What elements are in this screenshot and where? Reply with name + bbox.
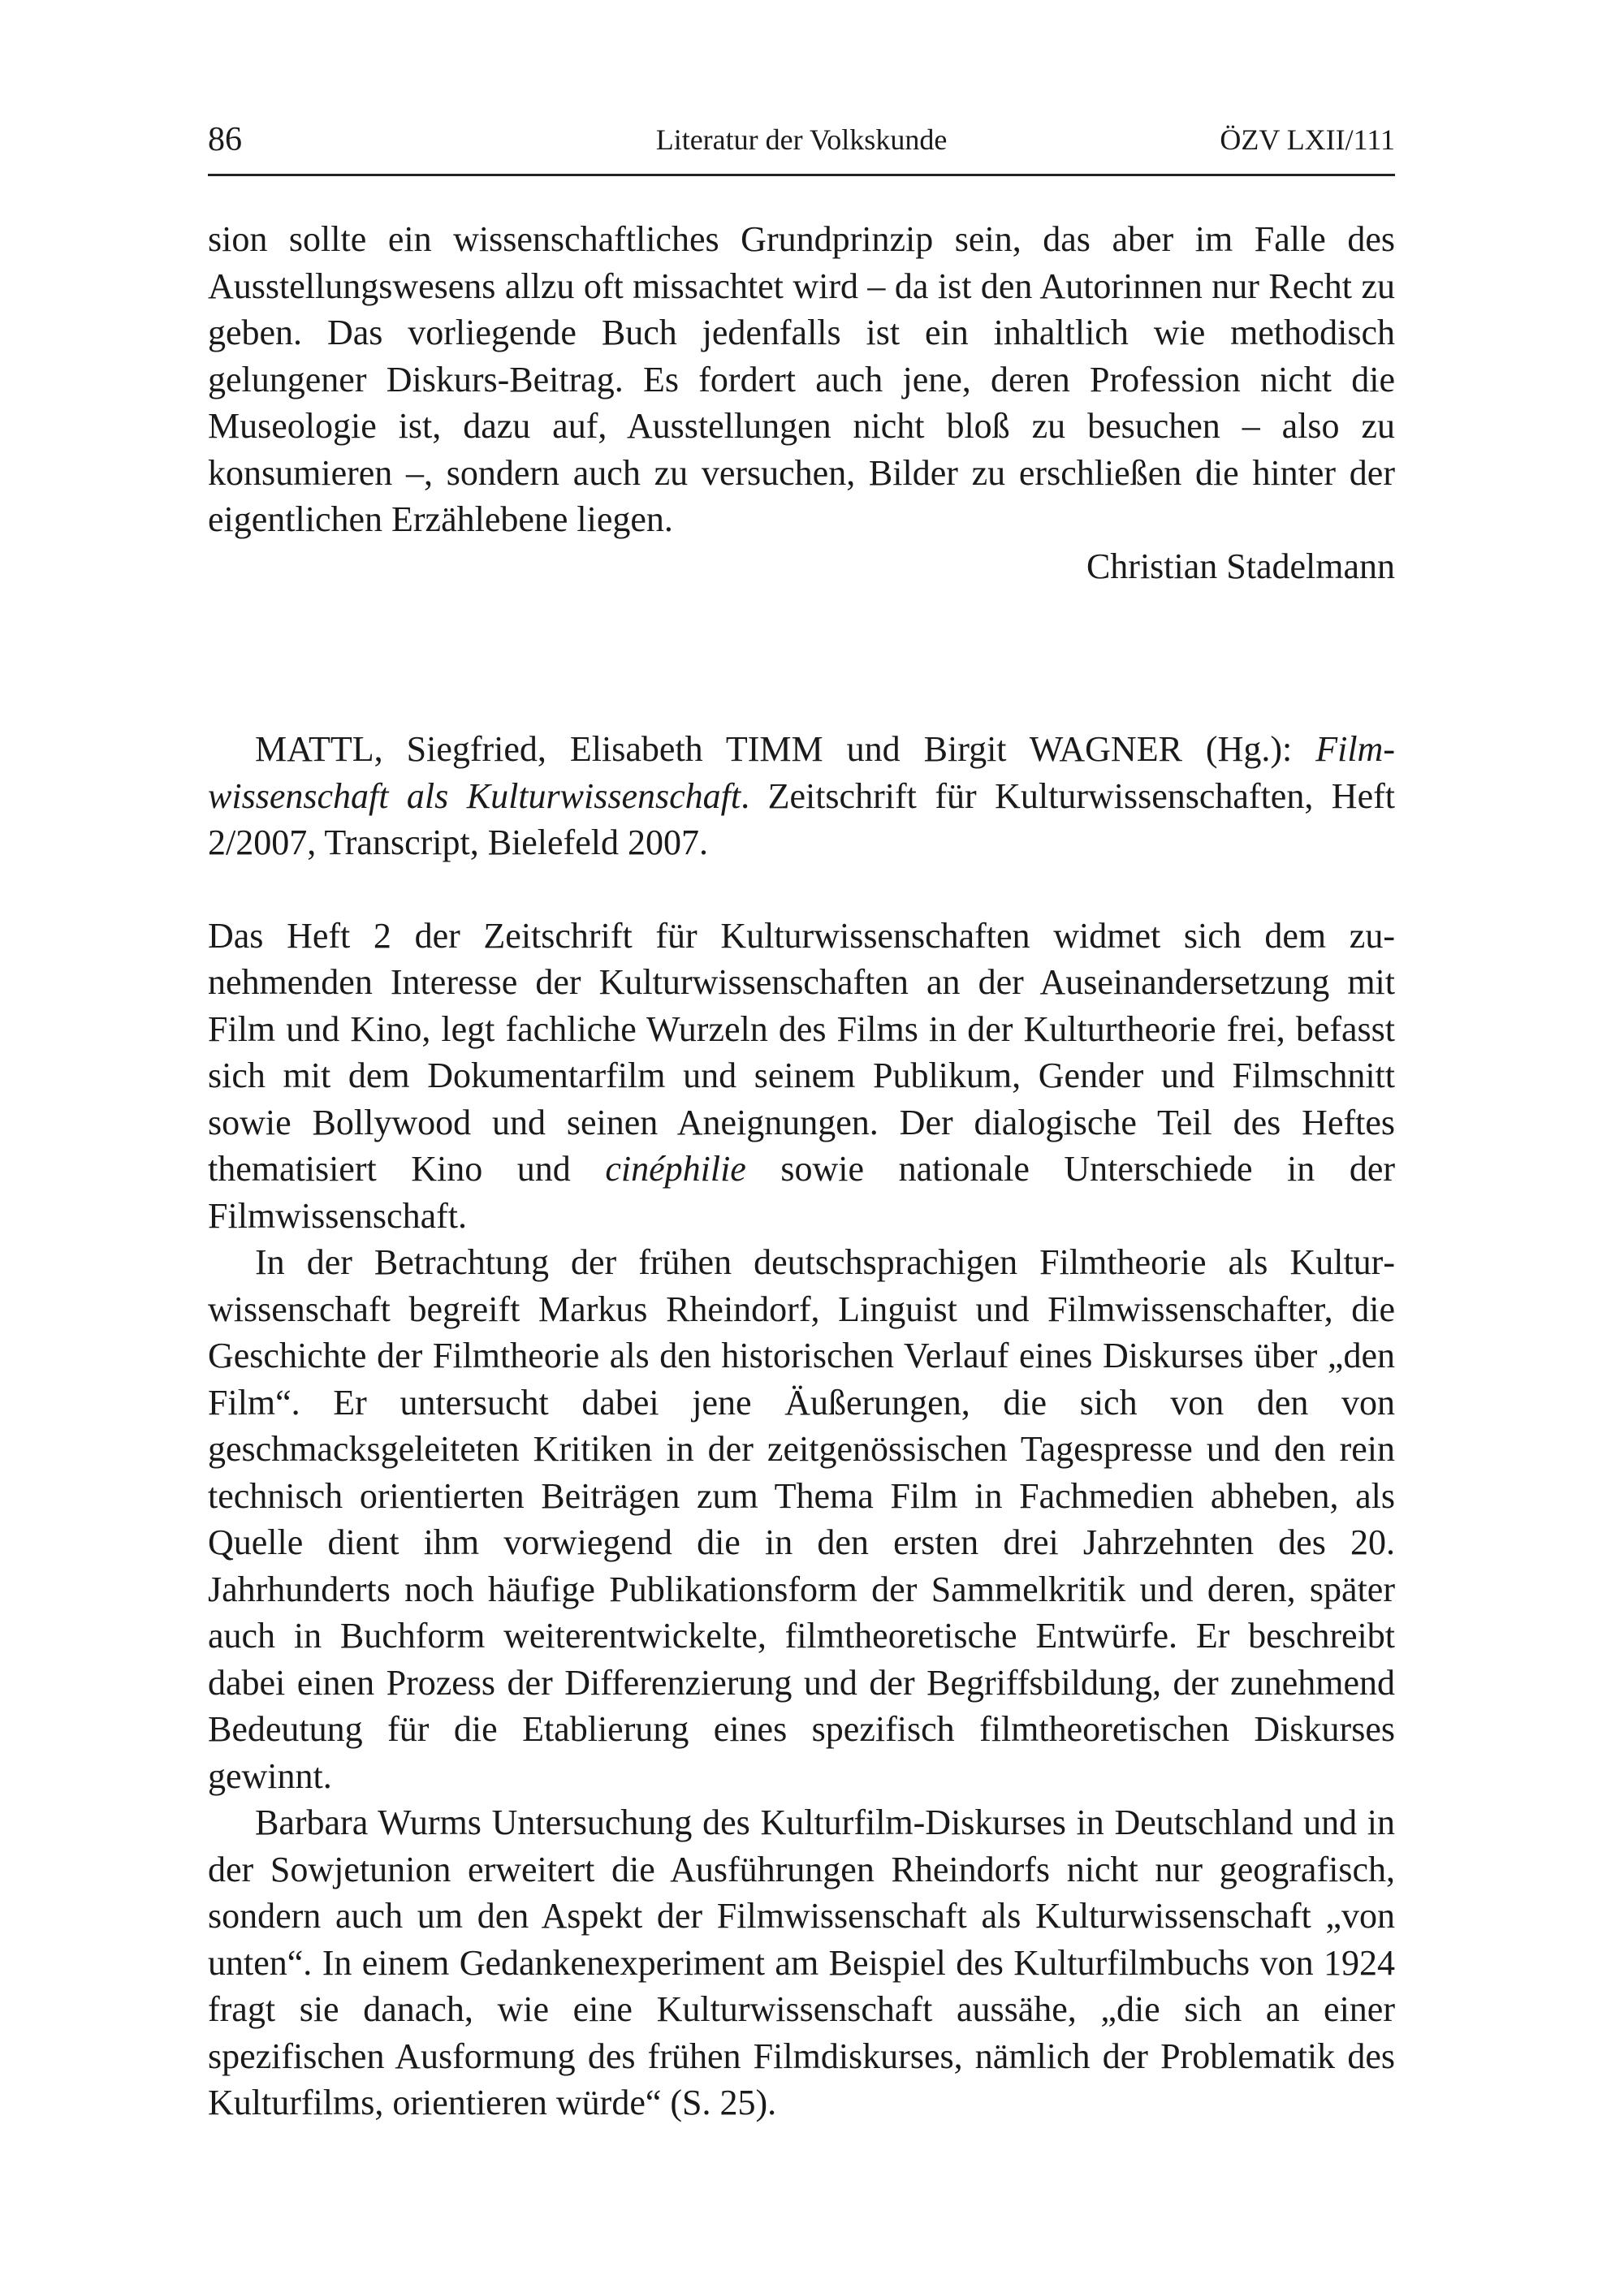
section-title: Literatur der Volkskunde xyxy=(655,123,948,156)
review-citation xyxy=(208,726,1395,866)
italic-term: cinéphilie xyxy=(605,1149,746,1189)
paragraph-text: sowie nationale Unterschiede in der Filmwissenschaft. xyxy=(208,1149,1395,1236)
citation-authors: MATTL, Siegfried, Elisabeth TIMM und Birgit WAGNER (Hg.): xyxy=(255,729,1316,769)
reviewer-signature: Christian Stadelmann xyxy=(1086,546,1395,586)
journal-reference: ÖZV LXII/111 xyxy=(1220,123,1395,156)
review-paragraph-2: In der Betrachtung der frühen deutschsprachigen Filmtheorie als Kulturwissenschaft begreift Markus Rheindorf, Linguist und Filmwissenschafter, die Geschichte der Filmtheorie als den historischen Verlauf eines Diskurses über „den Film“. Er untersucht dabei jene Äußerungen, die sich von den von geschmacksgeleiteten Kritiken in der zeitgenössischen Tagespresse und den rein technisch orientierten Beiträgen zum Thema Film in Fachmedien abheben, als Quelle dient ihm vorwiegend die in den ersten drei Jahrzehnten des 20. Jahrhunderts noch häufige Publikationsform der Sammelkritik und deren, später auch in Buchform weiterentwickelte, filmtheoretische Entwürfe. Er beschreibt dabei einen Prozess der Differenzierung und der Begriffsbildung, der zunehmend Bedeutung für die Etablierung eines spezifisch filmtheoretischen Diskurses gewinnt. xyxy=(208,1242,1395,1796)
body-text xyxy=(208,216,1395,2126)
review-paragraph-1 xyxy=(208,913,1395,1240)
running-head xyxy=(208,115,1395,164)
header-rule xyxy=(208,174,1395,176)
page-number: 86 xyxy=(208,121,242,158)
previous-review-continuation: sion sollte ein wissenschaftliches Grundprinzip sein, das aber im Falle des Ausstellungswesens allzu oft missachtet wird – da ist den Autorinnen nur Recht zu geben. Das vorliegende Buch jedenfalls ist ein inhaltlich wie methodisch gelungener Diskurs-Beitrag. Es fordert auch jene, deren Profession nicht die Museologie ist, dazu auf, Ausstellungen nicht bloß zu besuchen – also zu konsumieren –, sondern auch zu versuchen, Bilder zu erschließen die hinter der eigentlichen Erzählebene liegen. xyxy=(208,219,1395,539)
citation-details: . Zeitschrift für Kulturwissenschaften, Heft 2/2007, Transcript, Bielefeld 2007. xyxy=(208,775,1395,862)
paragraph-text: Das Heft 2 der Zeitschrift für Kulturwissenschaften widmet sich dem zunehmenden Interesse der Kulturwissenschaften an der Auseinandersetzung mit Film und Kino, legt fachliche Wurzeln des Films in der Kulturtheorie frei, befasst sich mit dem Dokumentarfilm und seinem Publikum, Gender und Filmschnitt sowie Bollywood und seinen Aneignungen. Der dialogische Teil des Heftes thematisiert Kino und xyxy=(208,915,1395,1189)
citation-title: Filmwissenschaft als Kulturwissenschaft xyxy=(208,729,1395,816)
review-paragraph-3: Barbara Wurms Untersuchung des Kulturfilm-Diskurses in Deutschland und in der Sowjetunion erweitert die Ausführungen Rheindorfs nicht nur geografisch, sondern auch um den Aspekt der Filmwissenschaft als Kulturwissenschaft „von unten“. In einem Gedankenexperiment am Beispiel des Kulturfilmbuchs von 1924 fragt sie danach, wie eine Kulturwissenschaft aussähe, „die sich an einer spezifischen Ausformung des frühen Filmdiskurses, nämlich der Problematik des Kulturfilms, orientieren würde“ (S. 25). xyxy=(208,1803,1395,2122)
